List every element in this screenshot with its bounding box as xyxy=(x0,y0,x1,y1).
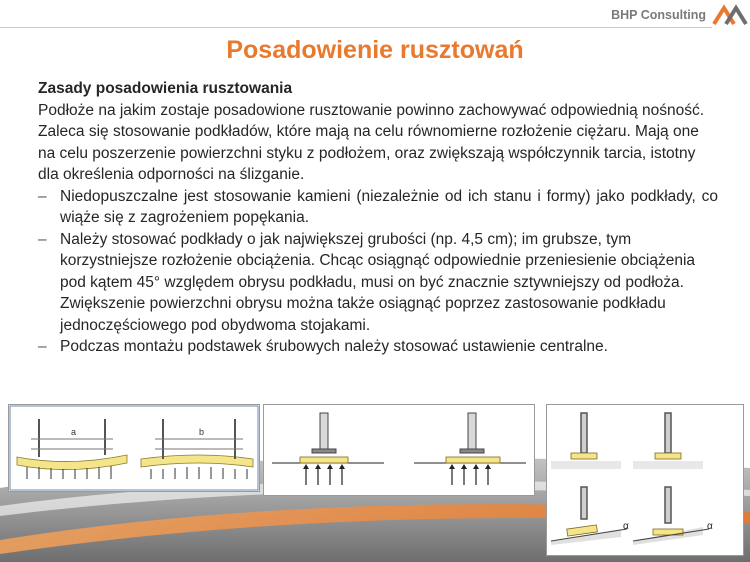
load-spreading-drawing xyxy=(264,405,534,495)
angle-label: α xyxy=(707,521,713,532)
content-body xyxy=(38,78,718,358)
bullet-dash: – xyxy=(38,338,47,355)
paragraph: Podłoże na jakim zostaje posadowione rusztowanie powinno zachowywać odpowiednią nośność. xyxy=(38,101,705,119)
list-item-text: Podczas montażu podstawek śrubowych należy stosować ustawienie centralne. xyxy=(60,338,608,355)
figure-load-spreading xyxy=(263,404,535,496)
list-item xyxy=(38,229,718,337)
list-item xyxy=(38,336,718,358)
paragraph: Zaleca się stosowanie podkładów, które mają na celu równomierne rozłożenie ciężaru. Mają one na celu poszerzenie powierzchni styku z podłożem, oraz zwiększają współczynnik tarcia, istotny dla określenia odporności na ślizganie. xyxy=(38,123,699,183)
figure-screw-base xyxy=(546,404,744,556)
bullet-dash: – xyxy=(38,187,47,205)
figure-label-a: a xyxy=(71,427,77,437)
figure-label-b: b xyxy=(199,427,205,437)
brand-name: BHP Consulting xyxy=(611,8,706,22)
pads-comparison-drawing xyxy=(9,405,259,491)
angle-label: α xyxy=(623,521,629,532)
list-item xyxy=(38,186,718,229)
header-divider xyxy=(0,27,712,28)
bhp-logo-icon xyxy=(712,4,750,26)
section-subtitle: Zasady posadowienia rusztowania xyxy=(38,80,293,97)
bullet-dash: – xyxy=(38,230,47,248)
bullet-list xyxy=(38,186,718,358)
figure-pads-comparison xyxy=(8,404,260,492)
page-title: Posadowienie rusztowań xyxy=(226,36,524,64)
screw-base-drawing xyxy=(547,405,743,555)
list-item-text: Niedopuszczalne jest stosowanie kamieni (niezależnie od ich stanu i formy) jako podkłady, co wiąże się z zagrożeniem popękania. xyxy=(60,187,718,226)
list-item-text: Należy stosować podkłady o jak największej grubości (np. 4,5 cm); im grubsze, tym korzystniejsze rozłożenie obciążenia. Chcąc osiągnąć odpowiednie przeniesienie obciążenia pod kątem 45° względem obrysu podkładu, musi on być znacznie sztywniejszy od podłoża. Zwiększenie powierzchni obrysu można także osiągnąć poprzez zastosowanie podkładu jednoczęściowego pod obydwoma stojakami. xyxy=(60,230,696,334)
